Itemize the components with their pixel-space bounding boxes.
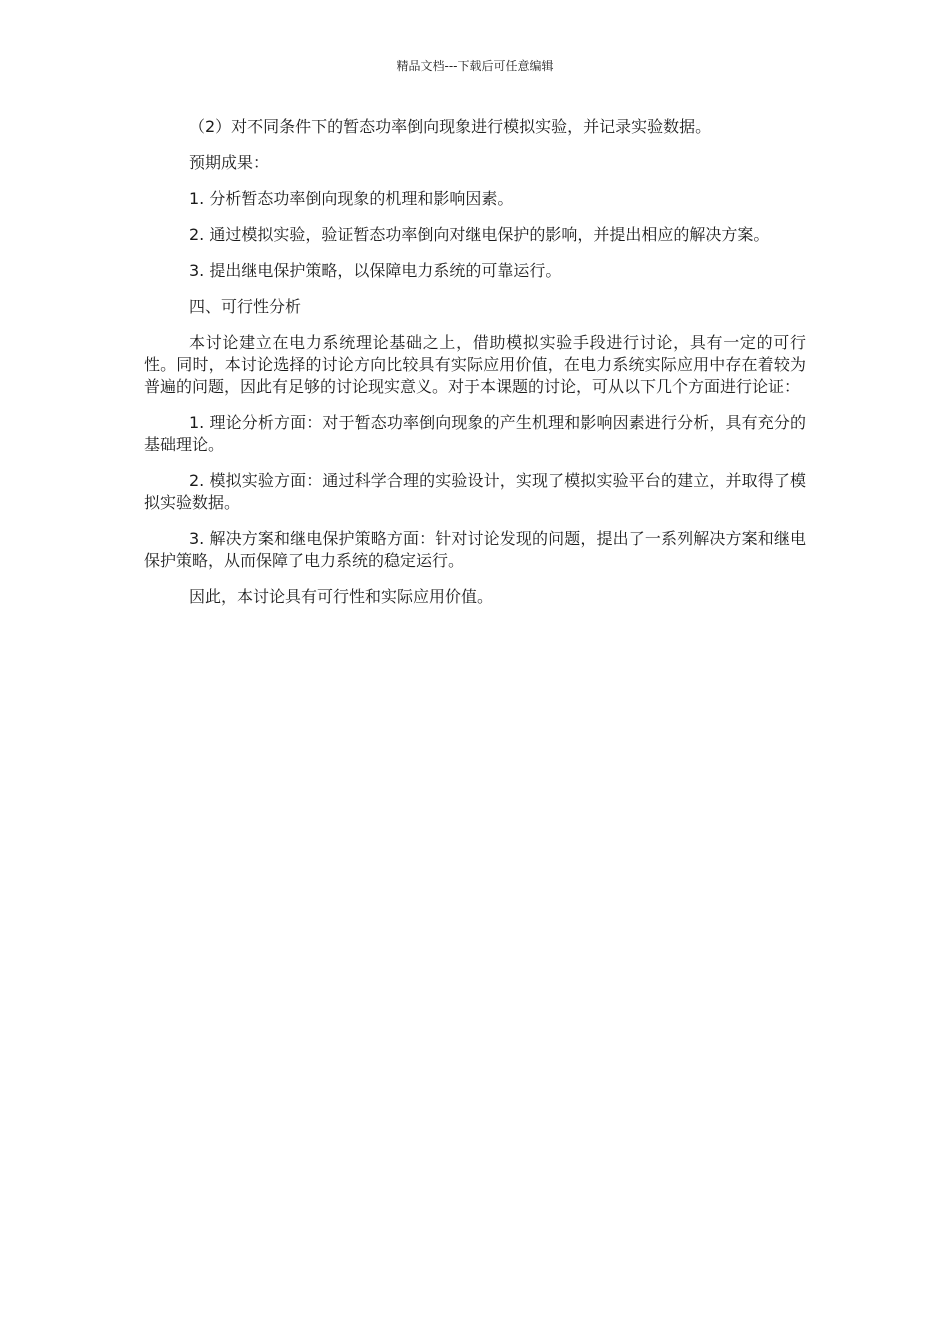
paragraph-conclusion: 因此，本讨论具有可行性和实际应用价值。	[189, 587, 494, 606]
document-body	[144, 116, 806, 622]
paragraph-feasibility-2: 2. 模拟实验方面：通过科学合理的实验设计，实现了模拟实验平台的建立，并取得了模拟实验数据。	[144, 471, 806, 512]
paragraph-result-3: 3. 提出继电保护策略，以保障电力系统的可靠运行。	[189, 261, 562, 280]
paragraph-feasibility-1: 1. 理论分析方面：对于暂态功率倒向现象的产生机理和影响因素进行分析，具有充分的基础理论。	[144, 413, 806, 454]
paragraph-feasibility-3: 3. 解决方案和继电保护策略方面：针对讨论发现的问题，提出了一系列解决方案和继电保护策略，从而保障了电力系统的稳定运行。	[144, 529, 806, 570]
paragraph-result-2: 2. 通过模拟实验，验证暂态功率倒向对继电保护的影响，并提出相应的解决方案。	[189, 225, 770, 244]
section-heading-feasibility: 四、可行性分析	[189, 297, 302, 316]
paragraph-result-1: 1. 分析暂态功率倒向现象的机理和影响因素。	[189, 189, 514, 208]
paragraph-feasibility-intro: 本讨论建立在电力系统理论基础之上，借助模拟实验手段进行讨论，具有一定的可行性。同时，本讨论选择的讨论方向比较具有实际应用价值，在电力系统实际应用中存在着较为普遍的问题，因此有足够的讨论现实意义。对于本课题的讨论，可从以下几个方面进行论证：	[144, 333, 806, 396]
paragraph-expected-results: 预期成果：	[189, 153, 270, 172]
page-header: 精品文档---下载后可任意编辑	[396, 59, 554, 73]
paragraph-step-2: （2）对不同条件下的暂态功率倒向现象进行模拟实验，并记录实验数据。	[189, 117, 712, 136]
